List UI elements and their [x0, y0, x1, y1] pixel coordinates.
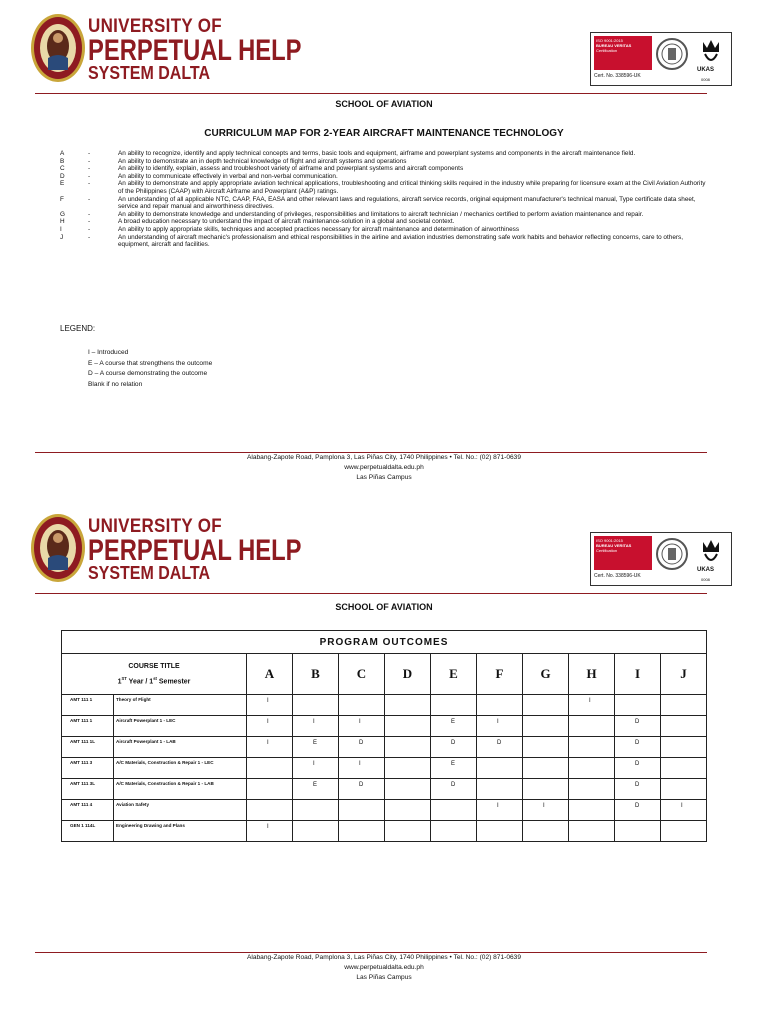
- outcome-mark: [477, 695, 523, 716]
- outcome-mark: [615, 695, 661, 716]
- letterhead: [30, 12, 740, 92]
- outcome-mark: [385, 737, 431, 758]
- outcome-text: A broad education necessary to understand the impact of aircraft maintenance-solution in a global and societal context.: [118, 218, 455, 226]
- outcome-item: [60, 211, 710, 219]
- university-name-line2: PERPETUAL HELP: [88, 533, 302, 567]
- outcome-mark: [569, 758, 615, 779]
- outcome-dash: -: [88, 218, 91, 226]
- outcome-text: An ability to communicate effectively in verbal and non-verbal communication.: [118, 172, 338, 180]
- outcome-dash: -: [88, 225, 91, 233]
- cert-type-text: Certification: [596, 548, 618, 553]
- outcome-mark: [569, 779, 615, 800]
- outcome-letter: F: [60, 195, 64, 203]
- cert-body-text: BUREAU VERITAS: [596, 543, 632, 548]
- school-name: SCHOOL OF AVIATION: [335, 602, 433, 612]
- outcome-mark: D: [431, 737, 477, 758]
- outcome-dash: -: [88, 195, 91, 203]
- outcome-item: [60, 234, 710, 249]
- outcome-mark: I: [477, 716, 523, 737]
- outcome-mark: I: [247, 737, 293, 758]
- course-title: A/C Materials, Construction & Repair 1 - LEC: [114, 758, 247, 779]
- curriculum-map-title: CURRICULUM MAP FOR 2-YEAR AIRCRAFT MAINTENANCE TECHNOLOGY: [204, 128, 564, 139]
- footer: [0, 953, 768, 983]
- footer-website[interactable]: www.perpetualdalta.edu.ph: [344, 464, 424, 471]
- outcome-mark: [569, 821, 615, 842]
- legend-item: I – Introduced: [88, 349, 129, 356]
- university-seal-logo: [30, 512, 86, 584]
- outcome-dash: -: [88, 172, 91, 180]
- outcome-mark: [247, 800, 293, 821]
- outcome-mark: [293, 695, 339, 716]
- outcome-column-header: G: [523, 654, 569, 695]
- outcome-column-header: H: [569, 654, 615, 695]
- outcome-mark: [477, 821, 523, 842]
- outcome-mark: [385, 779, 431, 800]
- outcome-item: [60, 173, 710, 181]
- outcome-mark: I: [569, 695, 615, 716]
- footer-campus: Las Piñas Campus: [356, 974, 412, 981]
- year-semester-label: [62, 676, 246, 685]
- outcome-mark: E: [431, 716, 477, 737]
- outcome-text: An ability to demonstrate knowledge and understanding of privileges, responsibilities and limitations to aircraft technician / mechanics certified to perform aviation maintenance and repair.: [118, 210, 644, 218]
- outcome-text: An understanding of aircraft mechanic's professionalism and ethical responsibilities in the airline and aviation industries demonstrating safe work habits and behavior reflecting concerns, care to others, equipment, aircraft and facilities.: [118, 233, 683, 249]
- course-code: GEN 1 114L: [62, 821, 114, 842]
- outcome-mark: [661, 737, 707, 758]
- year-num: 1: [117, 678, 122, 686]
- outcome-letter: I: [60, 225, 62, 233]
- cert-code: 0008: [701, 577, 710, 582]
- course-title: Aircraft Powerplant 1 - LAB: [114, 737, 247, 758]
- ukas-text: UKAS: [697, 67, 715, 73]
- outcome-column-header: J: [661, 654, 707, 695]
- outcome-letter: C: [60, 165, 65, 173]
- outcome-letter: D: [60, 172, 65, 180]
- university-name: [88, 514, 331, 584]
- legend-item: E – A course that strengthens the outcome: [88, 359, 213, 367]
- footer-address: Alabang-Zapote Road, Pamplona 3, Las Piñas City, 1740 Philippines • Tel. No.: (02) 871-0639: [246, 954, 522, 961]
- outcome-mark: D: [615, 716, 661, 737]
- outcome-mark: [615, 821, 661, 842]
- outcome-mark: [523, 779, 569, 800]
- course-code: AMT 111 1: [62, 716, 114, 737]
- course-title: Aviation Safety: [114, 800, 247, 821]
- year-text: Year / 1: [126, 678, 154, 686]
- outcome-mark: D: [339, 779, 385, 800]
- outcome-mark: [247, 779, 293, 800]
- outcome-mark: I: [477, 800, 523, 821]
- bureau-veritas-label: [594, 36, 652, 70]
- school-name: SCHOOL OF AVIATION: [335, 99, 433, 109]
- outcome-dash: -: [88, 180, 91, 188]
- university-name-line1: UNIVERSITY OF: [88, 514, 222, 537]
- outcome-dash: -: [88, 210, 91, 218]
- table-row: [62, 779, 707, 800]
- course-title-header: [62, 654, 247, 695]
- cert-type-text: Certification: [596, 48, 618, 53]
- iso-text: ISO 9001:2015: [596, 538, 623, 543]
- outcome-mark: [385, 716, 431, 737]
- bureau-veritas-icon: [655, 537, 689, 571]
- outcome-letter: B: [60, 157, 65, 165]
- program-outcomes-list: [60, 150, 710, 249]
- outcome-mark: [569, 800, 615, 821]
- outcome-item: [60, 226, 710, 234]
- outcome-mark: D: [615, 737, 661, 758]
- table-row: [62, 800, 707, 821]
- letterhead: [30, 512, 740, 592]
- outcome-mark: D: [615, 779, 661, 800]
- footer: [0, 453, 768, 483]
- outcome-dash: -: [88, 157, 91, 165]
- outcome-mark: [661, 821, 707, 842]
- certification-badge: [590, 532, 732, 586]
- outcome-letter: G: [60, 210, 65, 218]
- outcome-mark: I: [293, 758, 339, 779]
- outcome-dash: -: [88, 150, 91, 157]
- course-title: Aircraft Powerplant 1 - LEC: [114, 716, 247, 737]
- outcome-mark: [293, 800, 339, 821]
- outcome-item: [60, 180, 710, 195]
- cert-code: 0008: [701, 77, 710, 82]
- course-title: Engineering Drawing and Plans: [114, 821, 247, 842]
- legend-item: D – A course demonstrating the outcome: [88, 370, 208, 377]
- outcome-mark: [477, 779, 523, 800]
- outcome-mark: [339, 695, 385, 716]
- outcome-mark: [661, 758, 707, 779]
- outcome-mark: I: [247, 695, 293, 716]
- course-code: AMT 111 1L: [62, 737, 114, 758]
- outcome-item: [60, 196, 710, 211]
- table-row: [62, 716, 707, 737]
- outcome-mark: [385, 695, 431, 716]
- outcome-item: [60, 158, 710, 166]
- outcome-mark: [339, 800, 385, 821]
- outcome-mark: [661, 695, 707, 716]
- outcome-mark: I: [339, 758, 385, 779]
- outcome-letter: A: [60, 150, 65, 157]
- outcome-mark: E: [431, 758, 477, 779]
- outcome-mark: [569, 716, 615, 737]
- outcome-mark: I: [523, 800, 569, 821]
- document-page-1: [0, 0, 768, 500]
- outcome-dash: -: [88, 165, 91, 173]
- header-divider: [35, 593, 707, 594]
- document-page-2: [0, 500, 768, 1000]
- outcome-text: An ability to demonstrate and apply appropriate aviation technical applications, troubleshooting and critical thinking skills required in the industry while preparing for licensure exam at the Civil Aviation Authority of the Philippines (CAAP) with Aircraft Airframe and Powerplant (A&P) ratings.: [118, 180, 706, 195]
- table-row: [62, 821, 707, 842]
- outcome-mark: I: [293, 716, 339, 737]
- sem-text: Semester: [156, 678, 191, 686]
- outcome-mark: [385, 800, 431, 821]
- outcome-mark: [523, 716, 569, 737]
- bureau-veritas-label: [594, 536, 652, 570]
- course-code: AMT 111 3: [62, 758, 114, 779]
- university-name-line2: PERPETUAL HELP: [88, 33, 302, 67]
- outcome-mark: D: [615, 758, 661, 779]
- outcome-mark: [431, 800, 477, 821]
- outcome-letter: E: [60, 180, 65, 188]
- outcome-mark: [523, 821, 569, 842]
- ukas-crown-icon: [695, 536, 727, 580]
- table-row: [62, 758, 707, 779]
- outcome-mark: [523, 737, 569, 758]
- outcome-letter: H: [60, 218, 65, 226]
- outcome-column-header: E: [431, 654, 477, 695]
- outcome-mark: [431, 695, 477, 716]
- outcome-mark: [385, 821, 431, 842]
- university-name-line1: UNIVERSITY OF: [88, 14, 222, 37]
- outcome-text: An ability to recognize, identify and apply technical concepts and terms, basic tools and equipment, airframe and powerplant systems and components in the aircraft maintenance field.: [118, 150, 636, 157]
- university-seal-logo: [30, 12, 86, 84]
- legend-heading: LEGEND:: [60, 324, 96, 333]
- outcome-column-header: C: [339, 654, 385, 695]
- bureau-veritas-icon: [655, 37, 689, 71]
- cert-number: Cert. No. 338596-UK: [594, 73, 641, 79]
- outcome-mark: [569, 737, 615, 758]
- outcome-mark: E: [293, 737, 339, 758]
- outcome-column-header: A: [247, 654, 293, 695]
- table-row: [62, 695, 707, 716]
- header-divider: [35, 93, 707, 94]
- outcome-mark: [293, 821, 339, 842]
- year-sup: ST: [121, 675, 127, 681]
- outcome-text: An ability to apply appropriate skills, techniques and accepted practices necessary for aircraft maintenance and determination of airworthiness: [118, 225, 520, 233]
- outcome-mark: [661, 716, 707, 737]
- course-title: Theory of Flight: [114, 695, 247, 716]
- outcome-item: [60, 218, 710, 226]
- course-code: AMT 111 3L: [62, 779, 114, 800]
- outcome-column-header: B: [293, 654, 339, 695]
- outcome-mark: [431, 821, 477, 842]
- sem-sup: st: [153, 675, 157, 681]
- course-code: AMT 111 1: [62, 695, 114, 716]
- outcome-column-header: F: [477, 654, 523, 695]
- legend-item: Blank if no relation: [88, 380, 143, 388]
- cert-number: Cert. No. 338596-UK: [594, 573, 641, 579]
- outcome-mark: I: [247, 821, 293, 842]
- outcome-column-header: I: [615, 654, 661, 695]
- outcome-mark: [477, 758, 523, 779]
- university-name-line3: SYSTEM DALTA: [88, 563, 211, 584]
- outcome-mark: I: [247, 716, 293, 737]
- table-title: PROGRAM OUTCOMES: [62, 631, 707, 654]
- outcome-mark: D: [339, 737, 385, 758]
- legend-list: [88, 348, 212, 390]
- certification-badge: [590, 32, 732, 86]
- ukas-crown-icon: [695, 36, 727, 80]
- outcome-mark: [339, 821, 385, 842]
- outcome-mark: [661, 779, 707, 800]
- outcome-mark: [523, 758, 569, 779]
- outcome-text: An ability to identify, explain, assess and troubleshoot variety of airframe and powerplant systems and aircraft components: [118, 165, 464, 173]
- university-name: [88, 14, 331, 84]
- ukas-text: UKAS: [697, 567, 715, 573]
- outcome-column-header: D: [385, 654, 431, 695]
- outcome-text: An understanding of all applicable NTC, CAAP, FAA, EASA and other relevant laws and regulations, aircraft service records, original equipment manufacturer's technical manual, Type certificate data sheet, service and repair manual and airworthiness directives.: [118, 195, 696, 211]
- outcome-mark: I: [661, 800, 707, 821]
- course-code: AMT 111 4: [62, 800, 114, 821]
- footer-address: Alabang-Zapote Road, Pamplona 3, Las Piñas City, 1740 Philippines • Tel. No.: (02) 871-0639: [246, 454, 522, 461]
- outcome-mark: [385, 758, 431, 779]
- outcome-dash: -: [88, 233, 91, 241]
- outcome-item: [60, 150, 710, 158]
- outcome-letter: J: [60, 233, 64, 241]
- cert-body-text: BUREAU VERITAS: [596, 43, 632, 48]
- outcome-mark: E: [293, 779, 339, 800]
- course-title-label: COURSE TITLE: [128, 662, 180, 670]
- outcome-mark: D: [431, 779, 477, 800]
- iso-text: ISO 9001:2015: [596, 38, 623, 43]
- outcome-text: An ability to demonstrate an in depth technical knowledge of flight and aircraft systems and operations: [118, 157, 407, 165]
- program-outcomes-table: [61, 630, 707, 842]
- footer-website[interactable]: www.perpetualdalta.edu.ph: [344, 964, 424, 971]
- outcome-mark: I: [339, 716, 385, 737]
- outcome-mark: D: [477, 737, 523, 758]
- outcome-mark: [523, 695, 569, 716]
- outcome-mark: D: [615, 800, 661, 821]
- footer-campus: Las Piñas Campus: [356, 474, 412, 481]
- outcome-item: [60, 165, 710, 173]
- university-name-line3: SYSTEM DALTA: [88, 63, 211, 84]
- table-row: [62, 737, 707, 758]
- outcome-mark: [247, 758, 293, 779]
- course-title: A/C Materials, Construction & Repair 1 - LAB: [114, 779, 247, 800]
